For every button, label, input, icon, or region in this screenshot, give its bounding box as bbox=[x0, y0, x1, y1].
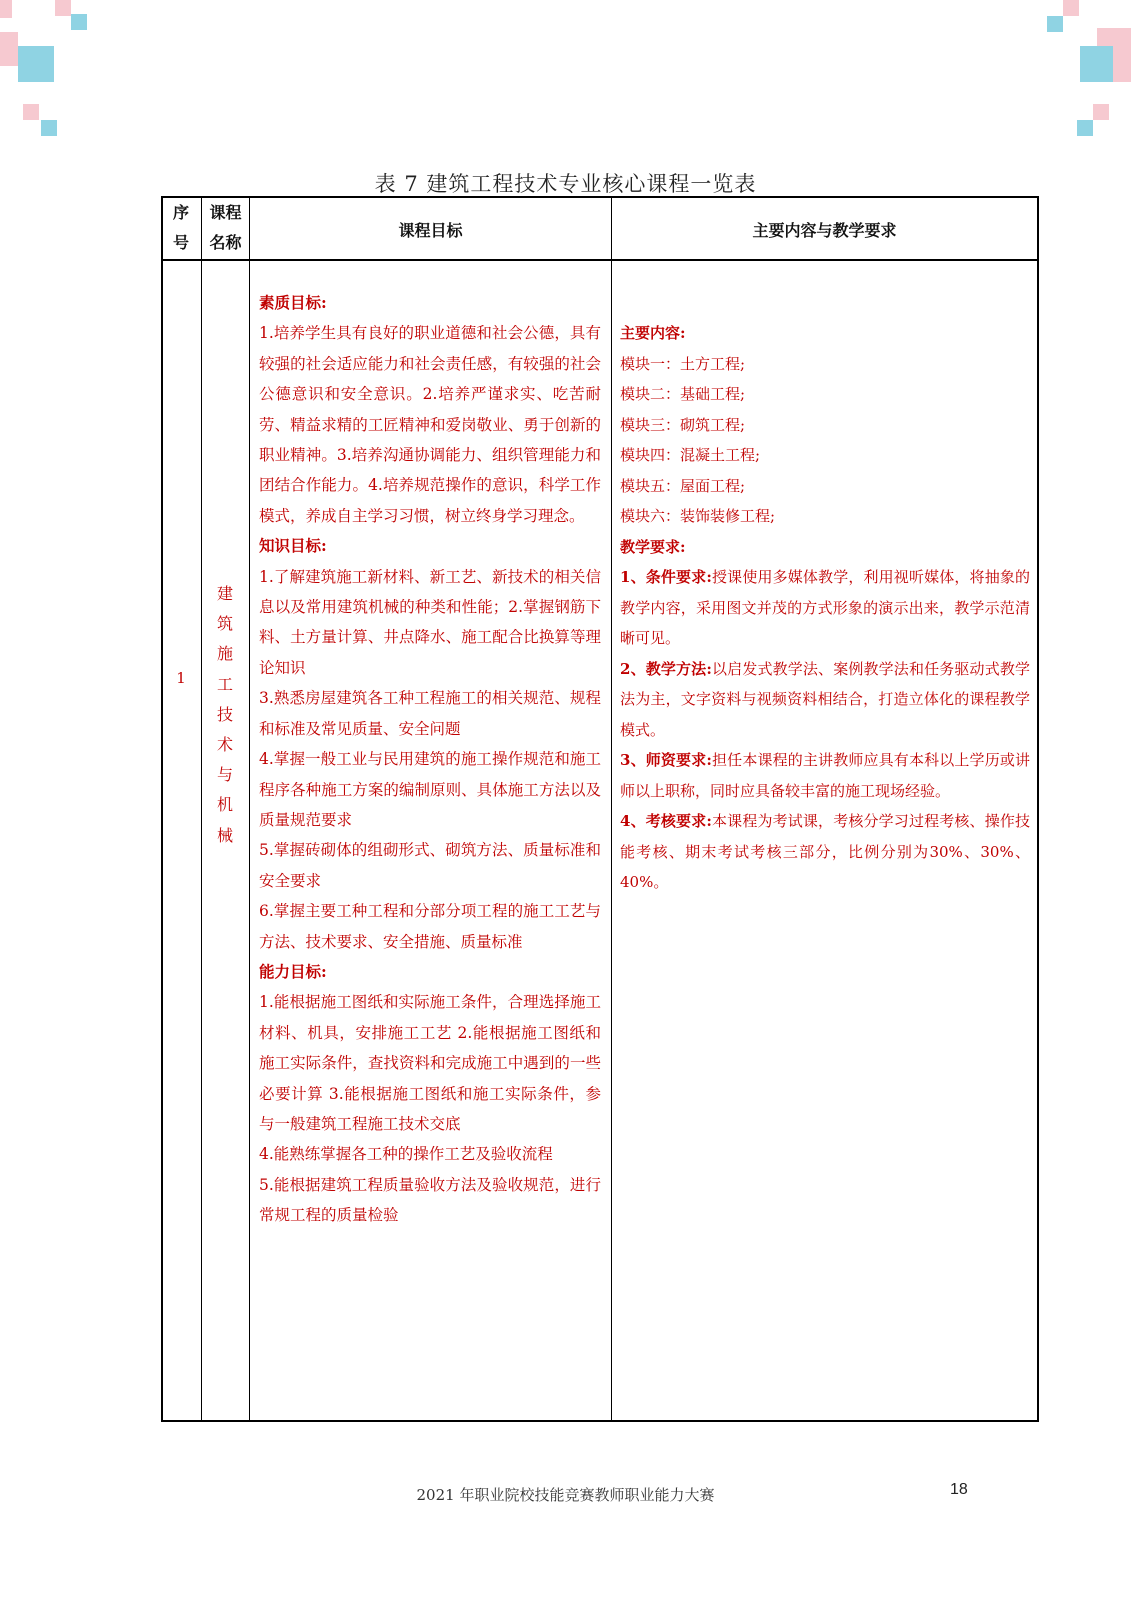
knowledge-goals-title: 知识目标: bbox=[259, 536, 327, 556]
knowledge-goal-item: 4.掌握一般工业与民用建筑的施工操作规范和施工程序各种施工方案的编制原则、具体施工方法以及质量规范要求 bbox=[259, 750, 601, 829]
knowledge-goal-item: 5.掌握砖砌体的组砌形式、砌筑方法、质量标准和安全要求 bbox=[259, 841, 601, 890]
requirement-text: 本课程为考试课，考核分学习过程考核、操作技能考核、期末考试考核三部分，比例分别为30%、30%、40%。 bbox=[620, 812, 1030, 891]
course-name-char: 机 bbox=[216, 795, 233, 815]
teaching-requirements-title: 教学要求: bbox=[620, 537, 686, 556]
decor-square bbox=[1063, 0, 1079, 16]
module-item: 模块二：基础工程; bbox=[620, 385, 746, 403]
decor-square bbox=[55, 0, 71, 16]
course-name-char: 筑 bbox=[216, 614, 233, 634]
decor-square bbox=[41, 120, 57, 136]
course-name-char: 与 bbox=[216, 765, 233, 785]
header-serial-line1: 序 bbox=[172, 203, 189, 222]
requirement-text: 以启发式教学法、案例教学法和任务驱动式教学法为主，文字资料与视频资料相结合，打造立体化的课程教学模式。 bbox=[620, 659, 1030, 739]
requirement-label: 3、师资要求: bbox=[620, 751, 712, 769]
quality-goals-title: 素质目标: bbox=[259, 293, 327, 312]
module-item: 模块一：土方工程; bbox=[620, 354, 746, 373]
knowledge-goal-item: 3.熟悉房屋建筑各工种工程施工的相关规范、规程和标准及常见质量、安全问题 bbox=[259, 689, 601, 738]
header-content: 主要内容与教学要求 bbox=[752, 221, 897, 240]
requirement-item bbox=[620, 806, 1030, 898]
page-footer: 2021 年职业院校技能竞赛教师职业能力大赛 bbox=[416, 1486, 715, 1504]
course-name-char: 施 bbox=[216, 644, 233, 664]
requirement-item bbox=[620, 562, 1030, 654]
knowledge-goal-item: 6.掌握主要工种工程和分部分项工程的施工工艺与方法、技术要求、安全措施、质量标准 bbox=[259, 902, 601, 951]
header-serial-line2: 号 bbox=[172, 233, 189, 252]
decor-square bbox=[1093, 104, 1109, 120]
ability-goal-item: 4.能熟练掌握各工种的操作工艺及验收流程 bbox=[259, 1145, 553, 1164]
page-number: 18 bbox=[950, 1481, 968, 1498]
decor-square bbox=[1047, 16, 1063, 32]
decor-square bbox=[1113, 46, 1131, 82]
decor-square bbox=[71, 14, 87, 30]
table-border-bottom bbox=[161, 1420, 1039, 1422]
decor-square bbox=[23, 104, 39, 120]
course-name-char: 技 bbox=[216, 704, 233, 724]
requirement-text: 担任本课程的主讲教师应具有本科以上学历或讲师以上职称，同时应具备较丰富的施工现场经验。 bbox=[620, 751, 1030, 800]
course-name-char: 术 bbox=[216, 735, 233, 755]
header-course-line2: 名称 bbox=[209, 233, 242, 252]
requirement-label: 4、考核要求: bbox=[620, 812, 712, 830]
module-item: 模块六：装饰装修工程; bbox=[620, 507, 776, 525]
ability-goal-item: 1.能根据施工图纸和实际施工条件，合理选择施工材料、机具，安排施工工艺 2.能根据施工图纸和施工实际条件，查找资料和完成施工中遇到的一些必要计算 3.能根据施工图纸和施工实际条件，参与一般建筑工程施工技术交底 bbox=[259, 993, 601, 1133]
decor-square bbox=[1080, 46, 1114, 82]
requirement-label: 1、条件要求: bbox=[620, 568, 712, 586]
column-divider bbox=[611, 196, 612, 1422]
row-serial: 1 bbox=[176, 669, 186, 687]
decor-square bbox=[1077, 120, 1093, 136]
knowledge-goal-item: 1.了解建筑施工新材料、新工艺、新技术的相关信息以及常用建筑机械的种类和性能；2.掌握钢筋下料、土方量计算、井点降水、施工配合比换算等理论知识 bbox=[259, 567, 601, 677]
header-serial bbox=[161, 198, 201, 258]
ability-goals-title: 能力目标: bbox=[259, 961, 327, 981]
decor-square bbox=[1097, 28, 1131, 46]
table-border-left bbox=[161, 196, 163, 1422]
quality-goals-text: 1.培养学生具有良好的职业道德和社会公德，具有较强的社会适应能力和社会责任感，有较强的社会公德意识和安全意识。2.培养严谨求实、吃苦耐劳、精益求精的工匠精神和爱岗敬业、勇于创新的职业精神。3.培养沟通协调能力、组织管理能力和团结合作能力。4.培养规范操作的意识，科学工作模式，养成自主学习习惯，树立终身学习理念。 bbox=[259, 324, 601, 525]
column-divider bbox=[249, 196, 250, 1422]
row-course-name bbox=[201, 579, 249, 851]
header-divider bbox=[161, 259, 1039, 261]
course-table bbox=[161, 196, 1039, 1422]
module-item: 模块五：屋面工程; bbox=[620, 476, 746, 495]
ability-goal-item: 5.能根据建筑工程质量验收方法及验收规范，进行常规工程的质量检验 bbox=[259, 1175, 601, 1225]
table-border-right bbox=[1037, 196, 1039, 1422]
module-item: 模块四：混凝土工程; bbox=[620, 446, 761, 464]
module-item: 模块三：砌筑工程; bbox=[620, 415, 746, 434]
header-course-line1: 课程 bbox=[209, 203, 242, 222]
course-name-char: 建 bbox=[216, 584, 233, 603]
course-name-char: 工 bbox=[216, 674, 233, 694]
decor-square bbox=[0, 0, 12, 18]
course-goals bbox=[259, 288, 601, 1231]
table-title: 表 7 建筑工程技术专业核心课程一览表 bbox=[374, 172, 757, 196]
requirement-item bbox=[620, 654, 1030, 746]
decor-square bbox=[0, 32, 18, 66]
course-name-char: 械 bbox=[216, 825, 233, 845]
main-content-title: 主要内容: bbox=[620, 324, 686, 342]
header-goals: 课程目标 bbox=[398, 221, 463, 240]
requirement-label: 2、教学方法: bbox=[620, 659, 712, 678]
header-course-name bbox=[202, 198, 249, 258]
course-content bbox=[620, 318, 1030, 898]
requirement-item bbox=[620, 745, 1030, 806]
requirement-text: 授课使用多媒体教学，利用视听媒体，将抽象的教学内容，采用图文并茂的方式形象的演示出来，教学示范清晰可见。 bbox=[620, 568, 1030, 647]
table-border-top bbox=[161, 196, 1039, 198]
decor-square bbox=[18, 46, 54, 82]
